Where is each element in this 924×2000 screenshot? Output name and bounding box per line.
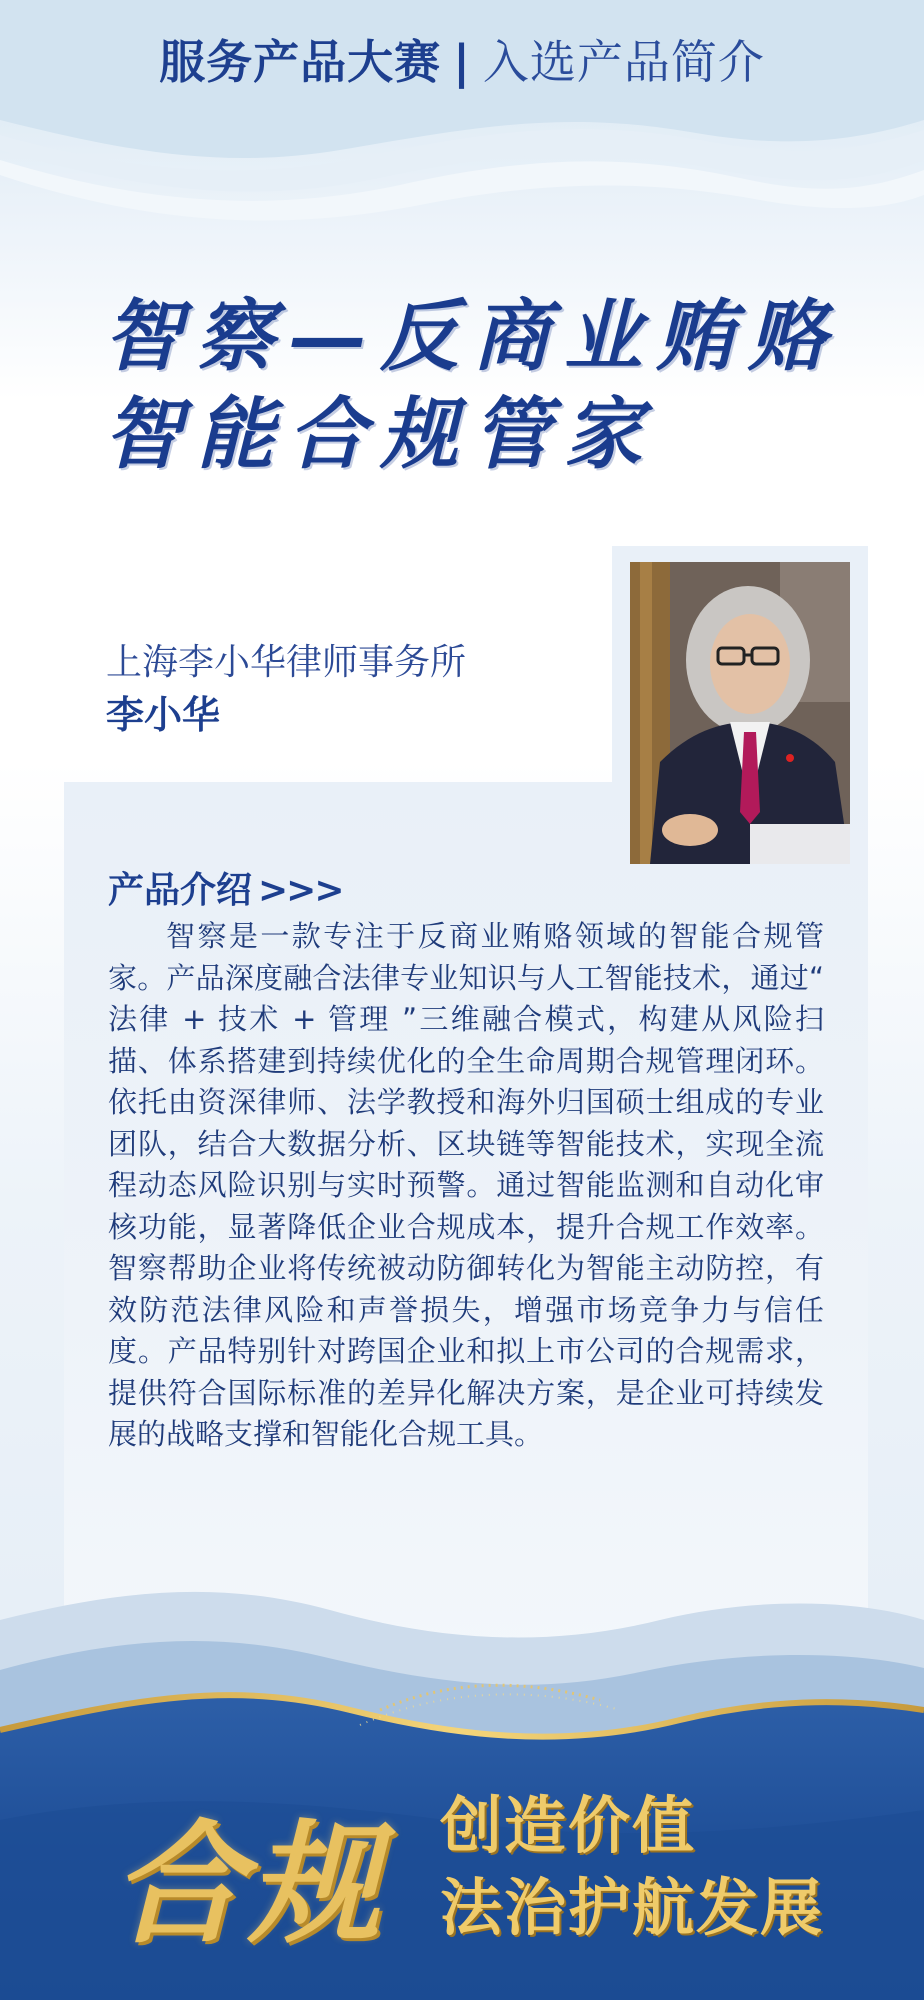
- intro-body: 智察是一款专注于反商业贿赂领域的智能合规管家。产品深度融合法律专业知识与人工智能技术，通过“ 法律 + 技术 + 管理 ”三维融合模式，构建从风险扫描、体系搭建到持续优化的全生命周期合规管理闭环。依托由资深律师、法学教授和海外归国硕士组成的专业团队，结合大数据分析、区块链等智能技术，实现全流程动态风险识别与实时预警。通过智能监测和自动化审核功能，显著降低企业合规成本，提升合规工作效率。智察帮助企业将传统被动防御转化为智能主动防控，有效防范法律风险和声誉损失，增强市场竞争力与信任度。产品特别针对跨国企业和拟上市公司的合规需求，提供符合国际标准的差异化解决方案，是企业可持续发展的战略支撑和智能化合规工具。: [108, 919, 824, 1451]
- header-left: 服务产品大赛: [159, 35, 442, 89]
- portrait-illustration: [630, 562, 850, 864]
- footer-calligraphy: 合规: [112, 1807, 384, 1962]
- portrait-photo: [630, 562, 850, 864]
- slogan-line1: 创造价值: [440, 1789, 697, 1862]
- main-title: [104, 288, 840, 484]
- header-separator: |: [453, 35, 471, 89]
- intro-heading-text: 产品介绍: [108, 870, 253, 911]
- firm-name: 上海李小华律师事务所: [106, 642, 467, 683]
- intro-heading: [108, 862, 343, 913]
- slogan-line2: 法治护航发展: [440, 1871, 825, 1944]
- main-title-line1: 智察—反商业贿赂: [104, 291, 841, 382]
- main-title-line2: 智能合规管家: [104, 389, 657, 480]
- header-title: [0, 26, 924, 92]
- intro-arrows: >>>: [258, 870, 343, 911]
- presenter-name: 李小华: [106, 693, 221, 737]
- header-right: 入选产品简介: [482, 35, 765, 89]
